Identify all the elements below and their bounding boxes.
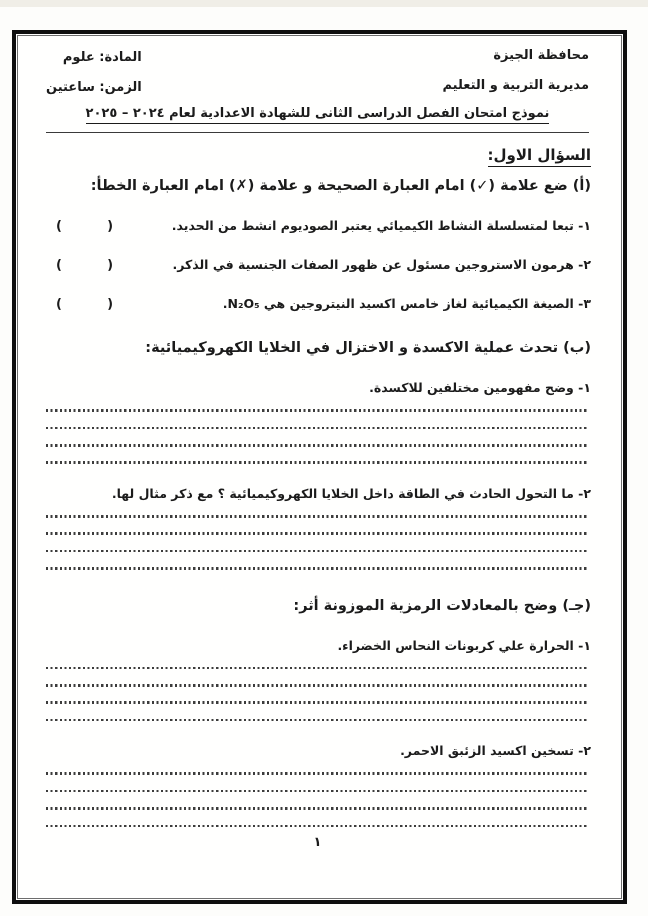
exam-page: [12, 30, 627, 904]
question-title-text: السؤال الاول:: [488, 146, 591, 167]
header-meta-block: [46, 48, 142, 97]
dotted-answer-line: [46, 567, 589, 570]
part-c-question-2: ٢- تسخين اكسيد الزئبق الاحمر.: [400, 743, 591, 759]
tf-statement-2-text: ٢- هرمون الاستروجين مسئول عن ظهور الصفات الجنسية في الذكر.: [172, 257, 591, 273]
part-a-heading: (أ) ضع علامة (✓) امام العبارة الصحيحة و علامة (✗) امام العبارة الخطأ:: [90, 177, 591, 194]
exam-body: [18, 146, 621, 851]
exam-title-text: نموذج امتحان الفصل الدراسى الثانى للشهادة الاعدادية لعام ٢٠٢٤ – ٢٠٢٥: [86, 106, 550, 124]
tf-statement-1-answer-blank: ( ): [56, 219, 115, 235]
header-org-block: [442, 48, 589, 95]
dotted-answer-line: [46, 532, 589, 535]
part-b-heading: (ب) تحدث عملية الاكسدة و الاختزال في الخلايا الكهروكيميائية:: [145, 340, 591, 357]
exam-page-inner-border: [17, 35, 622, 899]
dotted-answer-line: [46, 790, 589, 793]
page-number: ١: [313, 835, 322, 851]
dotted-answer-line: [46, 807, 589, 810]
exam-header: [18, 36, 621, 133]
dotted-answer-line: [46, 427, 589, 430]
header-row: [46, 48, 589, 97]
part-c-question-1-answer-area: [44, 667, 591, 722]
part-c-heading: (جـ) وضح بالمعادلات الرمزية الموزونة أثر:: [293, 597, 591, 614]
dotted-answer-line: [46, 701, 589, 704]
exam-title: [46, 106, 589, 121]
question-title: [44, 146, 591, 164]
part-c-question-1: ١- الحرارة علي كربونات النحاس الخضراء.: [337, 637, 591, 653]
tf-statement-1: [44, 218, 591, 234]
tf-statement-1-text: ١- تبعا لمتسلسلة النشاط الكيميائي يعتبر الصوديوم انشط من الحديد.: [171, 218, 591, 234]
dotted-answer-line: [46, 667, 589, 670]
dotted-answer-line: [46, 550, 589, 553]
dotted-answer-line: [46, 515, 589, 518]
header-directorate: مديرية التربية و التعليم: [442, 78, 589, 94]
part-b-question-1-answer-area: [44, 409, 591, 464]
dotted-answer-line: [46, 825, 589, 828]
tf-statement-3: [44, 296, 591, 312]
tf-statement-2-answer-blank: ( ): [56, 258, 115, 274]
dotted-answer-line: [46, 461, 589, 464]
header-separator: [46, 132, 589, 133]
part-b-question-2: ٢- ما التحول الحادث في الطاقة داخل الخلايا الكهروكيميائية ؟ مع ذكر مثال لها.: [111, 485, 591, 501]
part-b-question-2-answer-area: [44, 515, 591, 570]
header-subject: المادة: علوم: [62, 50, 142, 65]
dotted-answer-line: [46, 684, 589, 687]
tf-statement-2: [44, 257, 591, 273]
part-b-question-1: ١- وضح مفهومين مختلفين للاكسدة.: [369, 380, 591, 396]
tf-statement-3-text: ٣- الصيغة الكيميائية لغاز خامس اكسيد النيتروجين هي N₂O₅.: [222, 296, 591, 312]
header-time: الزمن: ساعتين: [46, 80, 142, 96]
dotted-answer-line: [46, 772, 589, 775]
part-c-question-2-answer-area: [44, 772, 591, 827]
header-governorate: محافظة الجيزة: [493, 48, 589, 63]
tf-statement-3-answer-blank: ( ): [56, 297, 115, 313]
dotted-answer-line: [46, 409, 589, 412]
dotted-answer-line: [46, 444, 589, 447]
dotted-answer-line: [46, 719, 589, 722]
